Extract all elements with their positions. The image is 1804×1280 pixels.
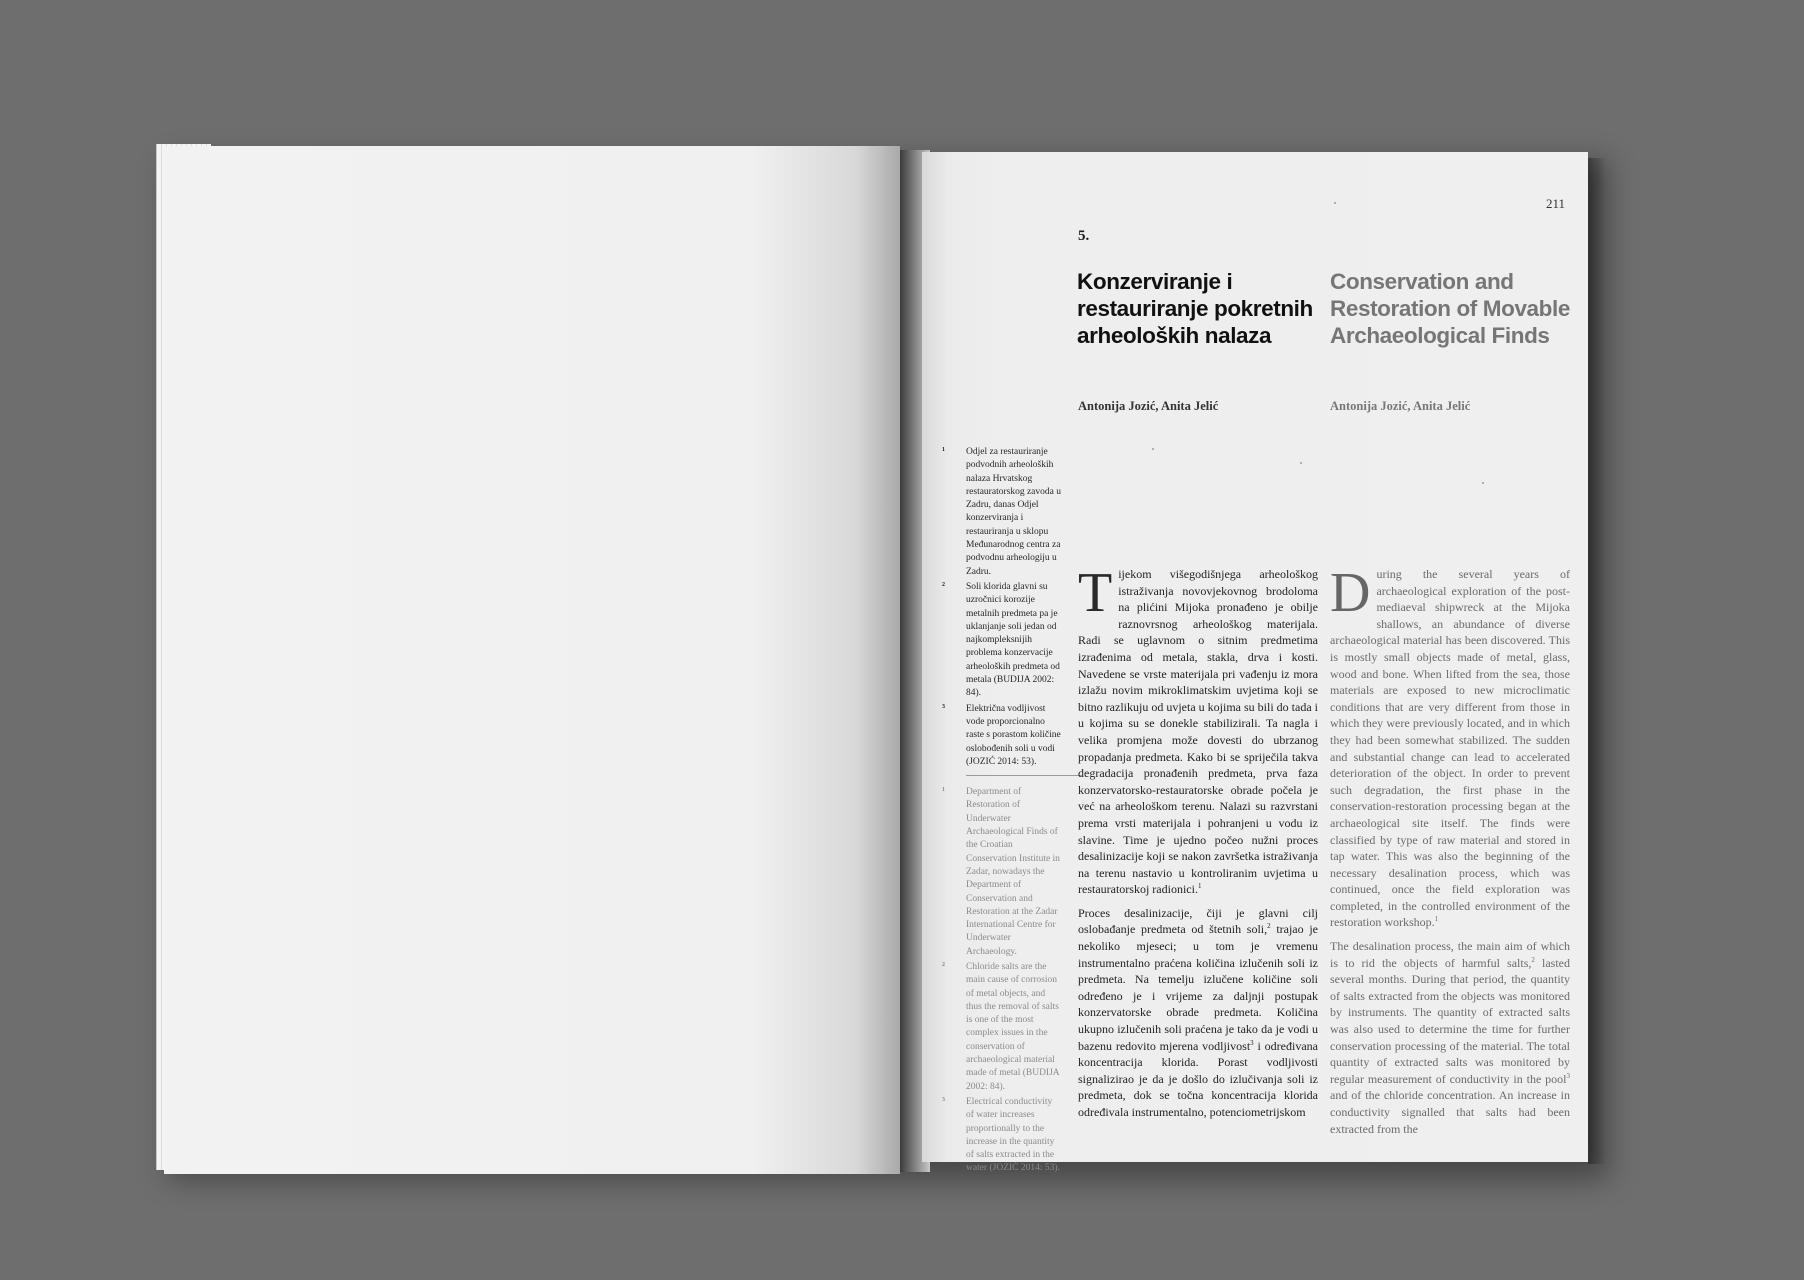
paper-speck (1334, 202, 1336, 204)
footnote-text: Odjel za restauriranje podvodnih arheoloških nalaza Hrvatskog restauratorskog zavoda u Zadru, danas Odjel konzerviranja i restauriranja u sklopu Međunarodnog centra za podvodnu arheologiju u Zadru. (966, 447, 1061, 577)
title-en-line: Conservation and (1330, 269, 1514, 294)
footnotes-english (942, 786, 1062, 1176)
footnote-ref: 2 (1267, 922, 1271, 931)
footnote-divider (966, 775, 1082, 776)
title-en-line: Restoration of Movable (1330, 296, 1570, 321)
drop-cap: D (1330, 562, 1371, 624)
footnote (942, 961, 1062, 1094)
paragraph-text: and of the chloride concentration. An increase in conductivity signalled that salts had been extracted from the (1330, 1088, 1570, 1136)
title-hr-line: Konzerviranje i (1077, 269, 1233, 294)
footnote-number: 1 (942, 447, 945, 453)
footnote (942, 446, 1062, 579)
footnote-text: Chloride salts are the main cause of corrosion of metal objects, and thus the removal of salts is one of the most complex issues in the conservation of archaeological material made of metal (BUDIJA 2002: 84). (966, 961, 1060, 1092)
body-paragraph (1078, 905, 1318, 1121)
footnote-number: 1 (942, 787, 945, 794)
drop-cap: T (1078, 562, 1113, 624)
chapter-number: 5. (1078, 228, 1090, 244)
body-paragraph (1330, 562, 1570, 931)
footnote-ref: 1 (1434, 915, 1439, 924)
paragraph-text: The desalination process, the main aim of which is to rid the objects of harmful salts, (1330, 939, 1570, 970)
footnote-number: 3 (942, 703, 945, 710)
body-paragraph (1330, 938, 1570, 1137)
footnote (942, 1096, 1062, 1176)
paragraph-text: Proces desalinizacije, čiji je glavni cilj oslobađanje predmeta od štetnih soli, (1078, 905, 1318, 937)
footnotes (942, 446, 1062, 1178)
paragraph-text: trajao je nekoliko mjeseci; u tom je vremenu instrumentalno praćena količina izlučenih soli iz predmeta. Na temelju izlučene količine soli određeno je i vrijeme za daljnji postupak konzervatorske obrade predmeta. Količina ukupno izlučenih soli praćena je tako da je vodi u bazenu redovito mjerena vodljivost (1078, 922, 1318, 1053)
authors-croatian: Antonija Jozić, Anita Jelić (1078, 399, 1219, 413)
footnote-ref: 3 (1566, 1071, 1570, 1080)
footnotes-croatian (942, 446, 1062, 769)
title-hr-line: restauriranje pokretnih (1077, 296, 1313, 321)
body-column-english (1330, 562, 1570, 1144)
right-page (922, 152, 1588, 1174)
paragraph-text: lasted several months. During that period, the quantity of salts extracted from the objects was monitored by instruments. The quantity of extracted salts was also used to determine the time for further conservation processing of the material. The total quantity of extracted salts was monitored by regular measurement of conductivity in the pool (1330, 955, 1570, 1086)
left-blank-page (164, 146, 900, 1174)
footnote-text: Electrical conductivity of water increases proportionally to the increase in the quantity of salts extracted in the water (JOZIĆ 2014: 53). (966, 1096, 1060, 1174)
footnote-number: 3 (942, 1096, 945, 1103)
paragraph-text: ijekom višegodišnjega arheološkog istraživanja novovjekovnog brodoloma na plićini Mijoka pronađeno je obilje raznovrsnog arheološkog materijala. Radi se uglavnom o sitnim predmetima izrađenima od metala, stakla, drva i kosti. Navedene se vrste materijala pri vađenju iz mora izlažu novim mikroklimatskim uvjetima koji se bitno razlikuju od uvjeta u kojima su bili do tada i u kojima su se donekle stabilizirali. Ta nagla i velika promjena može dovesti do ubrzanog propadanja predmeta. Kako bi se spriječila takva degradacija pronađenih predmeta, prva faza konzervatorsko-restauratorske obrade počela je već na arheološkom terenu. Nalazi su razvrstani prema vrsti materijala i pohranjeni u vodu iz slavine. Time je ujedno počeo nužni proces desalinizacije koji se nakon završetka istraživanja na terenu nastavio u kontroliranim uvjetima u restauratorskoj radionici. (1078, 567, 1318, 897)
footnote-ref: 1 (1197, 882, 1202, 891)
paragraph-text: uring the several years of archaeological exploration of the post-mediaeval shipwreck at the Mijoka shallows, an abundance of diverse archaeological material has been discovered. This is mostly small objects made of metal, glass, wood and bone. When lifted from the sea, those materials are exposed to new microclimatic conditions that are very different from those in which they were previously located, and in which they had been somewhat stabilized. The sudden and substantial change can lead to accelerated deterioration of the object. In order to prevent such degradation, the first phase in the conservation-restoration processing began at the archaeological site itself. The finds were classified by type of raw material and stored in tap water. This was also the beginning of the necessary desalination process, which was continued, once the field exploration was completed, in the controlled environment of the restoration workshop. (1330, 567, 1570, 930)
page-number: 211 (1546, 196, 1566, 211)
footnote (942, 786, 1062, 959)
title-english (1330, 268, 1590, 349)
paper-speck (1300, 462, 1302, 464)
paper-speck (1152, 448, 1154, 450)
footnote-number: 2 (942, 961, 945, 968)
title-hr-line: arheoloških nalaza (1077, 323, 1272, 348)
paragraph-text: i određivana koncentracija klorida. Porast vodljivosti signalizirao je da je došlo do izlučivanja soli iz predmeta, dok se točna koncentracija klorida određivala instrumentalno, potenciometrijskom (1078, 1038, 1318, 1119)
title-croatian (1077, 268, 1327, 349)
authors-english: Antonija Jozić, Anita Jelić (1330, 399, 1471, 413)
right-page-shadow (1588, 158, 1606, 1164)
footnote-ref: 3 (1250, 1038, 1254, 1047)
footnote-ref: 2 (1531, 955, 1535, 964)
paper-speck (1482, 482, 1484, 484)
title-en-line: Archaeological Finds (1330, 323, 1550, 348)
footnote-text: Soli klorida glavni su uzročnici korozije metalnih predmeta pa je uklanjanje soli jedan od najkompleksnijih problema konzervacije arheoloških predmeta od metala (BUDIJA 2002: 84). (966, 581, 1060, 699)
footnote (942, 703, 1062, 769)
footnote-text: Električna vodljivost vode proporcionalno raste s porastom količine oslobođenih soli u vodi (JOZIĆ 2014: 53). (966, 703, 1061, 767)
footnote (942, 581, 1062, 701)
body-paragraph (1078, 562, 1318, 898)
footnote-text: Department of Restoration of Underwater Archaeological Finds of the Croatian Conservation Institute in Zadar, nowadays the Department of Conservation and Restoration at the Zadar International Centre for Underwater Archaeology. (966, 787, 1060, 957)
body-column-croatian (1078, 562, 1318, 1128)
footnote-number: 2 (942, 581, 945, 588)
